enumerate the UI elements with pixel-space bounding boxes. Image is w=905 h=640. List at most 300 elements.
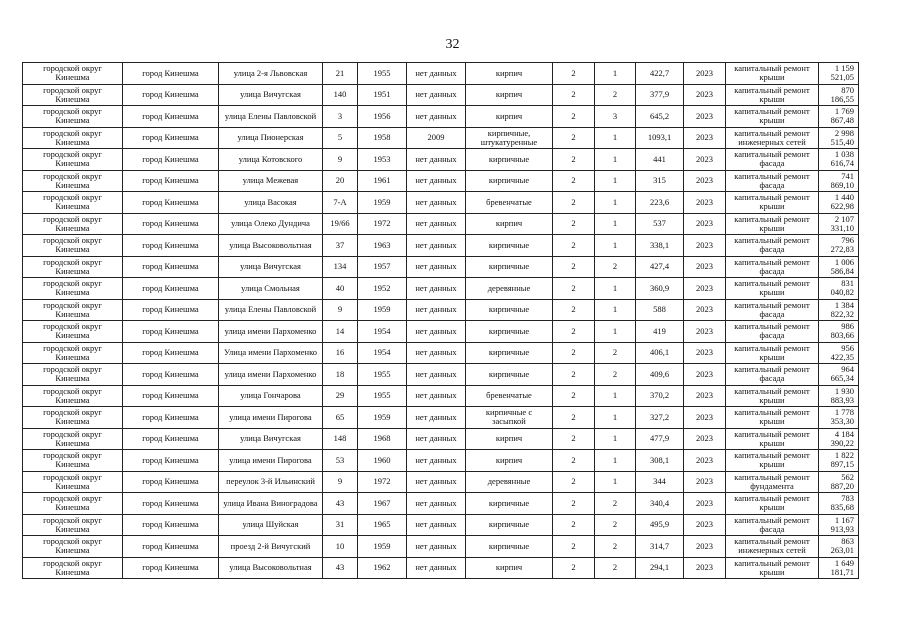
cell-year-built: 1960 — [358, 450, 407, 472]
cell-house-number: 3 — [323, 106, 358, 128]
cell-wall-material: кирпичные — [466, 536, 553, 558]
cell-municipality: городской округ Кинешма — [23, 514, 123, 536]
cell-wall-material: кирпичные — [466, 321, 553, 343]
cell-year-renovated: нет данных — [407, 235, 466, 257]
cell-area: 441 — [636, 149, 684, 171]
cell-year-built: 1959 — [358, 192, 407, 214]
cell-area: 360,9 — [636, 278, 684, 300]
cell-cost: 741 869,10 — [819, 170, 859, 192]
cell-city: город Кинешма — [123, 428, 219, 450]
table-row — [23, 149, 859, 171]
cell-repair-type: капитальный ремонт фасада — [726, 299, 819, 321]
cell-house-number: 43 — [323, 493, 358, 515]
table-row — [23, 213, 859, 235]
cell-house-number: 37 — [323, 235, 358, 257]
table-row — [23, 407, 859, 429]
cell-repair-type: капитальный ремонт крыши — [726, 192, 819, 214]
cell-floors: 2 — [553, 106, 595, 128]
table-row — [23, 450, 859, 472]
cell-house-number: 9 — [323, 299, 358, 321]
cell-entrances: 2 — [595, 536, 636, 558]
cell-repair-type: капитальный ремонт фасада — [726, 364, 819, 386]
cell-area: 406,1 — [636, 342, 684, 364]
cell-repair-year: 2023 — [684, 170, 726, 192]
cell-entrances: 2 — [595, 342, 636, 364]
cell-repair-type: капитальный ремонт крыши — [726, 84, 819, 106]
cell-repair-type: капитальный ремонт фасада — [726, 170, 819, 192]
cell-city: город Кинешма — [123, 63, 219, 85]
cell-street: улица Олеко Дундича — [219, 213, 323, 235]
cell-street: улица Гончарова — [219, 385, 323, 407]
cell-wall-material: кирпичные — [466, 149, 553, 171]
page-number: 32 — [445, 37, 460, 52]
cell-city: город Кинешма — [123, 407, 219, 429]
cell-municipality: городской округ Кинешма — [23, 149, 123, 171]
cell-entrances: 1 — [595, 127, 636, 149]
cell-year-built: 1954 — [358, 342, 407, 364]
cell-municipality: городской округ Кинешма — [23, 321, 123, 343]
cell-cost: 1 440 622,98 — [819, 192, 859, 214]
cell-cost: 870 186,55 — [819, 84, 859, 106]
cell-house-number: 21 — [323, 63, 358, 85]
cell-repair-type: капитальный ремонт крыши — [726, 342, 819, 364]
cell-repair-year: 2023 — [684, 514, 726, 536]
cell-wall-material: кирпич — [466, 106, 553, 128]
cell-area: 338,1 — [636, 235, 684, 257]
cell-wall-material: кирпич — [466, 428, 553, 450]
cell-floors: 2 — [553, 170, 595, 192]
cell-year-renovated: нет данных — [407, 407, 466, 429]
cell-repair-year: 2023 — [684, 407, 726, 429]
table-row — [23, 514, 859, 536]
cell-wall-material: кирпичные — [466, 364, 553, 386]
cell-entrances: 2 — [595, 493, 636, 515]
buildings-repair-table — [22, 62, 859, 579]
cell-repair-type: капитальный ремонт крыши — [726, 106, 819, 128]
cell-year-built: 1956 — [358, 106, 407, 128]
cell-repair-year: 2023 — [684, 342, 726, 364]
cell-city: город Кинешма — [123, 364, 219, 386]
cell-street: улица Высоковольтная — [219, 557, 323, 579]
cell-entrances: 1 — [595, 192, 636, 214]
cell-area: 344 — [636, 471, 684, 493]
table-row — [23, 493, 859, 515]
cell-area: 537 — [636, 213, 684, 235]
cell-city: город Кинешма — [123, 235, 219, 257]
cell-cost: 1 006 586,84 — [819, 256, 859, 278]
cell-cost: 796 272,83 — [819, 235, 859, 257]
cell-city: город Кинешма — [123, 342, 219, 364]
cell-city: город Кинешма — [123, 127, 219, 149]
cell-city: город Кинешма — [123, 299, 219, 321]
cell-cost: 1 778 353,30 — [819, 407, 859, 429]
cell-entrances: 1 — [595, 299, 636, 321]
cell-repair-type: капитальный ремонт крыши — [726, 557, 819, 579]
cell-wall-material: бревенчатые — [466, 192, 553, 214]
cell-floors: 2 — [553, 256, 595, 278]
cell-house-number: 7-А — [323, 192, 358, 214]
cell-repair-year: 2023 — [684, 364, 726, 386]
cell-municipality: городской округ Кинешма — [23, 493, 123, 515]
cell-repair-type: капитальный ремонт фасада — [726, 321, 819, 343]
cell-city: город Кинешма — [123, 170, 219, 192]
cell-floors: 2 — [553, 213, 595, 235]
cell-repair-type: капитальный ремонт крыши — [726, 385, 819, 407]
cell-repair-type: капитальный ремонт крыши — [726, 63, 819, 85]
cell-year-built: 1959 — [358, 299, 407, 321]
cell-wall-material: бревенчатые — [466, 385, 553, 407]
table-row — [23, 536, 859, 558]
cell-entrances: 1 — [595, 213, 636, 235]
cell-street: улица Котовского — [219, 149, 323, 171]
cell-area: 422,7 — [636, 63, 684, 85]
cell-floors: 2 — [553, 278, 595, 300]
cell-area: 1093,1 — [636, 127, 684, 149]
cell-cost: 956 422,35 — [819, 342, 859, 364]
cell-year-built: 1952 — [358, 278, 407, 300]
cell-area: 377,9 — [636, 84, 684, 106]
cell-entrances: 1 — [595, 63, 636, 85]
cell-municipality: городской округ Кинешма — [23, 428, 123, 450]
cell-area: 340,4 — [636, 493, 684, 515]
cell-repair-type: капитальный ремонт фундамента — [726, 471, 819, 493]
cell-city: город Кинешма — [123, 149, 219, 171]
table-row — [23, 127, 859, 149]
cell-house-number: 140 — [323, 84, 358, 106]
cell-house-number: 9 — [323, 149, 358, 171]
cell-municipality: городской округ Кинешма — [23, 235, 123, 257]
cell-cost: 1 384 822,32 — [819, 299, 859, 321]
cell-wall-material: кирпичные — [466, 514, 553, 536]
cell-entrances: 1 — [595, 428, 636, 450]
cell-year-built: 1959 — [358, 536, 407, 558]
cell-floors: 2 — [553, 364, 595, 386]
cell-floors: 2 — [553, 84, 595, 106]
cell-area: 327,2 — [636, 407, 684, 429]
cell-floors: 2 — [553, 127, 595, 149]
cell-floors: 2 — [553, 557, 595, 579]
cell-repair-type: капитальный ремонт крыши — [726, 213, 819, 235]
cell-city: город Кинешма — [123, 557, 219, 579]
cell-city: город Кинешма — [123, 256, 219, 278]
cell-year-built: 1955 — [358, 63, 407, 85]
cell-year-renovated: нет данных — [407, 170, 466, 192]
cell-entrances: 2 — [595, 364, 636, 386]
cell-entrances: 1 — [595, 170, 636, 192]
cell-year-renovated: нет данных — [407, 342, 466, 364]
cell-municipality: городской округ Кинешма — [23, 364, 123, 386]
cell-street: улица имени Пирогова — [219, 450, 323, 472]
cell-repair-year: 2023 — [684, 299, 726, 321]
cell-repair-year: 2023 — [684, 321, 726, 343]
cell-year-built: 1955 — [358, 385, 407, 407]
cell-year-built: 1961 — [358, 170, 407, 192]
cell-municipality: городской округ Кинешма — [23, 385, 123, 407]
cell-house-number: 19/66 — [323, 213, 358, 235]
table-row — [23, 428, 859, 450]
cell-floors: 2 — [553, 63, 595, 85]
cell-repair-type: капитальный ремонт фасада — [726, 149, 819, 171]
cell-city: город Кинешма — [123, 192, 219, 214]
table-row — [23, 256, 859, 278]
cell-repair-year: 2023 — [684, 256, 726, 278]
cell-cost: 1 649 181,71 — [819, 557, 859, 579]
cell-house-number: 65 — [323, 407, 358, 429]
cell-year-renovated: нет данных — [407, 493, 466, 515]
cell-repair-year: 2023 — [684, 278, 726, 300]
cell-city: город Кинешма — [123, 493, 219, 515]
table-row — [23, 235, 859, 257]
cell-repair-type: капитальный ремонт инженерных сетей — [726, 127, 819, 149]
cell-wall-material: кирпичные — [466, 342, 553, 364]
cell-cost: 831 040,82 — [819, 278, 859, 300]
cell-floors: 2 — [553, 321, 595, 343]
cell-street: переулок 3-й Ильинский — [219, 471, 323, 493]
cell-street: улица Елены Павловской — [219, 299, 323, 321]
cell-year-built: 1962 — [358, 557, 407, 579]
cell-wall-material: кирпичные — [466, 299, 553, 321]
cell-repair-type: капитальный ремонт крыши — [726, 278, 819, 300]
cell-area: 409,6 — [636, 364, 684, 386]
table-row — [23, 84, 859, 106]
cell-year-built: 1963 — [358, 235, 407, 257]
cell-repair-year: 2023 — [684, 557, 726, 579]
cell-floors: 2 — [553, 407, 595, 429]
cell-cost: 2 107 331,10 — [819, 213, 859, 235]
cell-street: улица Смольная — [219, 278, 323, 300]
cell-house-number: 9 — [323, 471, 358, 493]
cell-municipality: городской округ Кинешма — [23, 192, 123, 214]
cell-area: 495,9 — [636, 514, 684, 536]
cell-cost: 1 930 883,93 — [819, 385, 859, 407]
cell-street: улица Шуйская — [219, 514, 323, 536]
cell-floors: 2 — [553, 385, 595, 407]
cell-cost: 986 803,66 — [819, 321, 859, 343]
cell-year-renovated: нет данных — [407, 450, 466, 472]
cell-wall-material: кирпичные, штукатуренные — [466, 127, 553, 149]
cell-year-built: 1957 — [358, 256, 407, 278]
cell-municipality: городской округ Кинешма — [23, 213, 123, 235]
cell-year-renovated: нет данных — [407, 63, 466, 85]
cell-street: улица Вичугская — [219, 84, 323, 106]
cell-repair-year: 2023 — [684, 192, 726, 214]
cell-year-built: 1955 — [358, 364, 407, 386]
cell-repair-year: 2023 — [684, 450, 726, 472]
cell-area: 427,4 — [636, 256, 684, 278]
cell-repair-type: капитальный ремонт крыши — [726, 493, 819, 515]
cell-year-built: 1958 — [358, 127, 407, 149]
cell-year-built: 1967 — [358, 493, 407, 515]
cell-repair-type: капитальный ремонт крыши — [726, 428, 819, 450]
cell-municipality: городской округ Кинешма — [23, 471, 123, 493]
cell-municipality: городской округ Кинешма — [23, 127, 123, 149]
cell-municipality: городской округ Кинешма — [23, 63, 123, 85]
cell-street: улица имени Пирогова — [219, 407, 323, 429]
cell-entrances: 1 — [595, 321, 636, 343]
cell-floors: 2 — [553, 450, 595, 472]
cell-street: улица Пионерская — [219, 127, 323, 149]
cell-floors: 2 — [553, 342, 595, 364]
cell-year-built: 1953 — [358, 149, 407, 171]
cell-entrances: 3 — [595, 106, 636, 128]
cell-area: 314,7 — [636, 536, 684, 558]
table-row — [23, 321, 859, 343]
cell-city: город Кинешма — [123, 514, 219, 536]
cell-entrances: 1 — [595, 385, 636, 407]
cell-cost: 2 998 515,40 — [819, 127, 859, 149]
table-row — [23, 299, 859, 321]
cell-wall-material: кирпичные — [466, 235, 553, 257]
cell-house-number: 20 — [323, 170, 358, 192]
cell-year-built: 1951 — [358, 84, 407, 106]
cell-house-number: 29 — [323, 385, 358, 407]
cell-repair-year: 2023 — [684, 84, 726, 106]
cell-floors: 2 — [553, 428, 595, 450]
cell-repair-year: 2023 — [684, 428, 726, 450]
cell-year-renovated: нет данных — [407, 385, 466, 407]
cell-area: 588 — [636, 299, 684, 321]
cell-wall-material: кирпич — [466, 63, 553, 85]
cell-year-renovated: нет данных — [407, 256, 466, 278]
cell-house-number: 134 — [323, 256, 358, 278]
table-row — [23, 557, 859, 579]
table-row — [23, 170, 859, 192]
cell-cost: 1 822 897,15 — [819, 450, 859, 472]
cell-street: улица Высоковольтная — [219, 235, 323, 257]
cell-city: город Кинешма — [123, 84, 219, 106]
cell-wall-material: кирпич — [466, 557, 553, 579]
cell-repair-year: 2023 — [684, 63, 726, 85]
cell-cost: 562 887,20 — [819, 471, 859, 493]
cell-house-number: 14 — [323, 321, 358, 343]
cell-repair-type: капитальный ремонт инженерных сетей — [726, 536, 819, 558]
cell-cost: 1 769 867,48 — [819, 106, 859, 128]
cell-wall-material: кирпич — [466, 213, 553, 235]
cell-repair-type: капитальный ремонт крыши — [726, 450, 819, 472]
cell-cost: 1 159 521,05 — [819, 63, 859, 85]
cell-repair-year: 2023 — [684, 471, 726, 493]
cell-repair-type: капитальный ремонт фасада — [726, 235, 819, 257]
cell-entrances: 1 — [595, 149, 636, 171]
cell-year-renovated: нет данных — [407, 321, 466, 343]
cell-entrances: 1 — [595, 407, 636, 429]
cell-cost: 964 665,34 — [819, 364, 859, 386]
cell-municipality: городской округ Кинешма — [23, 106, 123, 128]
cell-wall-material: кирпичные — [466, 256, 553, 278]
cell-floors: 2 — [553, 192, 595, 214]
cell-street: улица 2-я Львовская — [219, 63, 323, 85]
cell-city: город Кинешма — [123, 536, 219, 558]
cell-year-renovated: нет данных — [407, 471, 466, 493]
cell-repair-year: 2023 — [684, 213, 726, 235]
table-row — [23, 192, 859, 214]
cell-year-built: 1972 — [358, 471, 407, 493]
cell-house-number: 148 — [323, 428, 358, 450]
cell-municipality: городской округ Кинешма — [23, 450, 123, 472]
cell-cost: 1 167 913,93 — [819, 514, 859, 536]
cell-year-renovated: нет данных — [407, 84, 466, 106]
cell-municipality: городской округ Кинешма — [23, 170, 123, 192]
cell-area: 645,2 — [636, 106, 684, 128]
cell-area: 308,1 — [636, 450, 684, 472]
cell-wall-material: кирпич — [466, 84, 553, 106]
cell-floors: 2 — [553, 536, 595, 558]
cell-cost: 1 038 616,74 — [819, 149, 859, 171]
cell-area: 315 — [636, 170, 684, 192]
cell-municipality: городской округ Кинешма — [23, 536, 123, 558]
cell-year-built: 1972 — [358, 213, 407, 235]
cell-house-number: 40 — [323, 278, 358, 300]
cell-municipality: городской округ Кинешма — [23, 84, 123, 106]
cell-entrances: 2 — [595, 256, 636, 278]
cell-entrances: 1 — [595, 450, 636, 472]
cell-repair-year: 2023 — [684, 385, 726, 407]
cell-wall-material: кирпич — [466, 450, 553, 472]
cell-year-renovated: нет данных — [407, 536, 466, 558]
cell-year-renovated: нет данных — [407, 213, 466, 235]
cell-house-number: 43 — [323, 557, 358, 579]
cell-city: город Кинешма — [123, 106, 219, 128]
cell-house-number: 5 — [323, 127, 358, 149]
cell-house-number: 18 — [323, 364, 358, 386]
cell-floors: 2 — [553, 235, 595, 257]
cell-area: 477,9 — [636, 428, 684, 450]
cell-year-built: 1954 — [358, 321, 407, 343]
cell-street: проезд 2-й Вичугский — [219, 536, 323, 558]
cell-year-renovated: нет данных — [407, 278, 466, 300]
cell-city: город Кинешма — [123, 321, 219, 343]
cell-year-renovated: нет данных — [407, 428, 466, 450]
cell-floors: 2 — [553, 149, 595, 171]
cell-repair-type: капитальный ремонт фасада — [726, 514, 819, 536]
table-row — [23, 385, 859, 407]
cell-area: 294,1 — [636, 557, 684, 579]
cell-municipality: городской округ Кинешма — [23, 407, 123, 429]
cell-year-renovated: нет данных — [407, 557, 466, 579]
cell-floors: 2 — [553, 471, 595, 493]
cell-year-renovated: нет данных — [407, 514, 466, 536]
cell-street: улица Вичугская — [219, 428, 323, 450]
cell-street: улица Ивана Виноградова — [219, 493, 323, 515]
cell-entrances: 2 — [595, 84, 636, 106]
cell-wall-material: кирпичные — [466, 493, 553, 515]
cell-year-renovated: нет данных — [407, 299, 466, 321]
cell-wall-material: деревянные — [466, 471, 553, 493]
cell-floors: 2 — [553, 514, 595, 536]
cell-street: Улица имени Пархоменко — [219, 342, 323, 364]
cell-city: город Кинешма — [123, 385, 219, 407]
cell-city: город Кинешма — [123, 471, 219, 493]
cell-area: 419 — [636, 321, 684, 343]
cell-city: город Кинешма — [123, 278, 219, 300]
table-row — [23, 364, 859, 386]
cell-house-number: 31 — [323, 514, 358, 536]
cell-entrances: 1 — [595, 235, 636, 257]
table-row — [23, 63, 859, 85]
cell-street: улица имени Пархоменко — [219, 321, 323, 343]
cell-house-number: 53 — [323, 450, 358, 472]
cell-cost: 783 835,68 — [819, 493, 859, 515]
cell-city: город Кинешма — [123, 213, 219, 235]
cell-year-renovated: нет данных — [407, 192, 466, 214]
cell-cost: 4 184 390,22 — [819, 428, 859, 450]
cell-area: 370,2 — [636, 385, 684, 407]
cell-house-number: 16 — [323, 342, 358, 364]
cell-year-built: 1965 — [358, 514, 407, 536]
cell-entrances: 2 — [595, 557, 636, 579]
cell-municipality: городской округ Кинешма — [23, 256, 123, 278]
cell-entrances: 2 — [595, 514, 636, 536]
